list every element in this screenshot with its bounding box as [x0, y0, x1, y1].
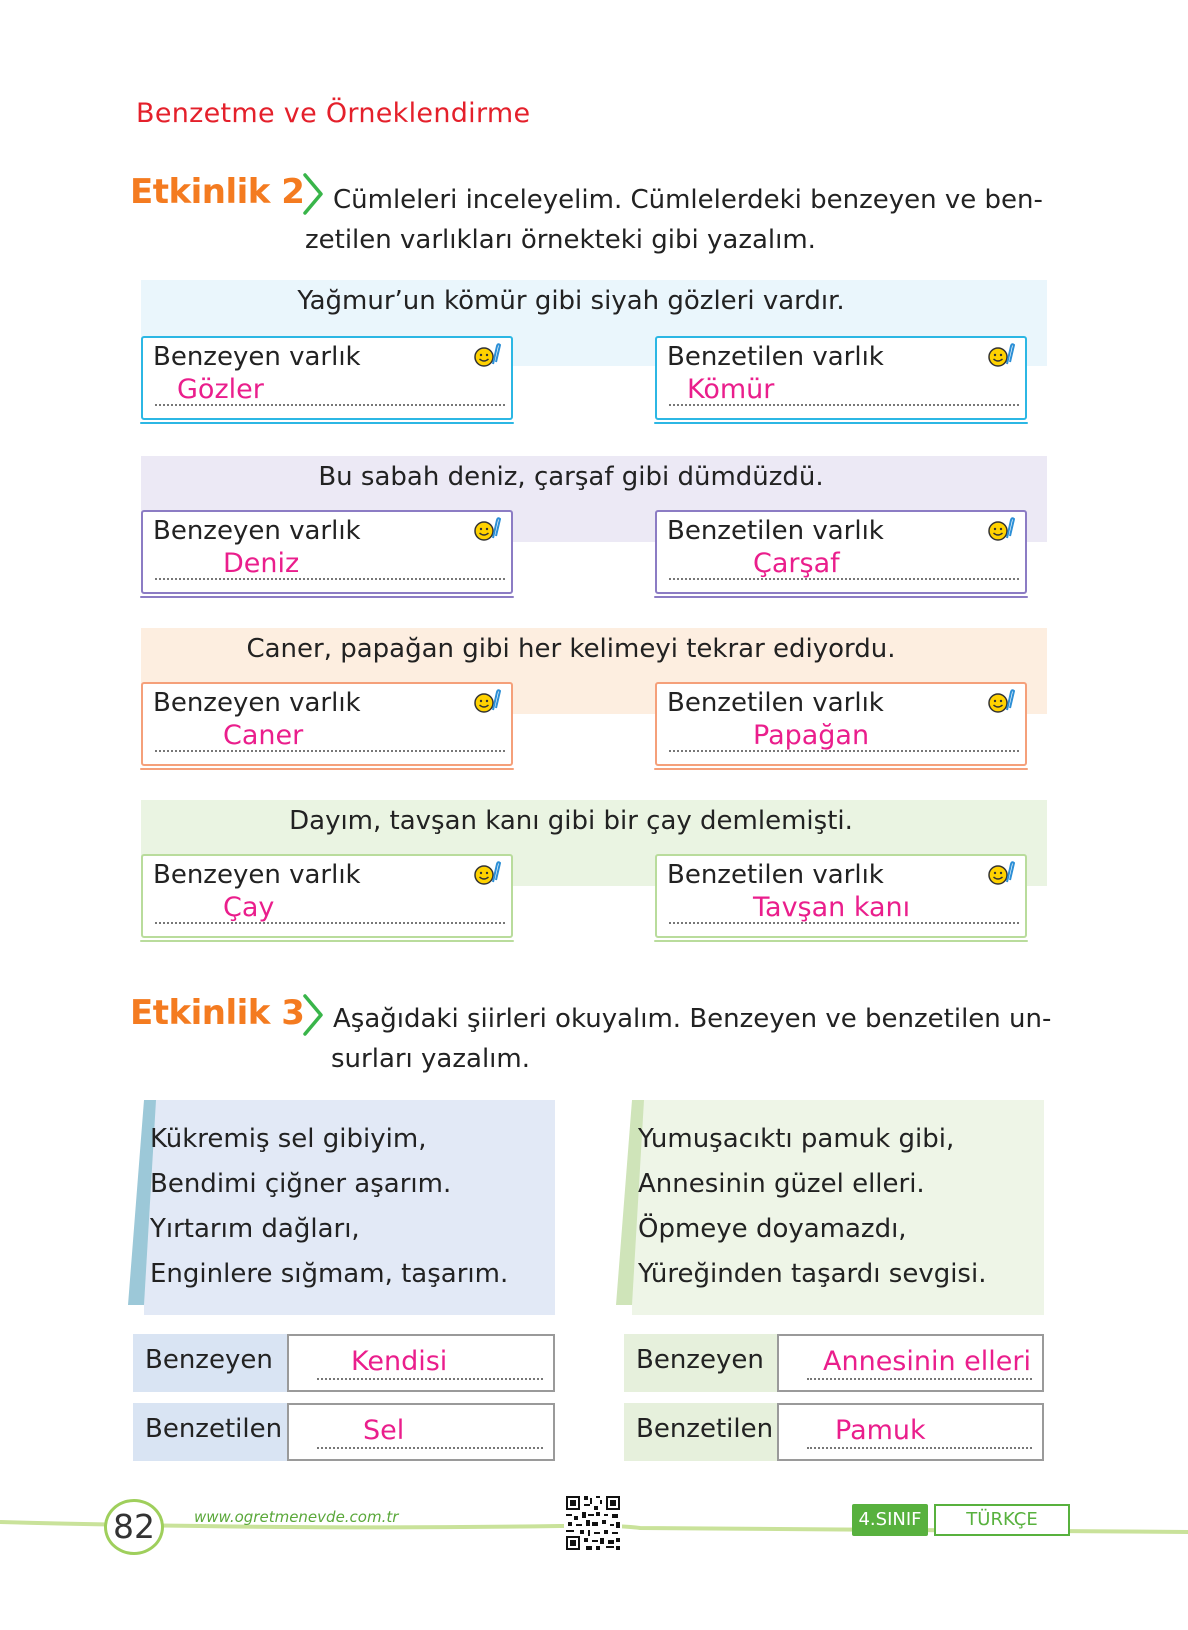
benzeyen-answer-box-2	[777, 1334, 1044, 1392]
poem-line: Enginlere sığmam, taşarım.	[150, 1259, 509, 1289]
benzeyen-card-4	[141, 854, 513, 938]
answer-line	[155, 750, 505, 752]
card-label: Benzetilen varlık	[667, 860, 884, 890]
card-label: Benzeyen varlık	[153, 516, 361, 546]
smiley-paperclip-icon	[987, 688, 1015, 716]
chevron-right-icon	[302, 993, 324, 1037]
card-label: Benzetilen varlık	[667, 516, 884, 546]
smiley-paperclip-icon	[473, 860, 501, 888]
card-label: Benzetilen varlık	[667, 342, 884, 372]
answer-text[interactable]: Pamuk	[835, 1415, 926, 1446]
chevron-right-icon	[302, 172, 324, 216]
poem-line: Yumuşacıktı pamuk gibi,	[638, 1124, 955, 1154]
poem-box-2	[616, 1100, 1044, 1315]
answer-text[interactable]: Kömür	[687, 374, 775, 405]
smiley-paperclip-icon	[987, 342, 1015, 370]
benzetilen-answer-box-1	[287, 1403, 555, 1461]
answer-line	[155, 922, 505, 924]
activity3-instruction-line1: Aşağıdaki şiirleri okuyalım. Benzeyen ve benzetilen un-	[333, 1004, 1052, 1034]
card-label: Benzetilen varlık	[667, 688, 884, 718]
activity2-instruction-line2: zetilen varlıkları örnekteki gibi yazalım.	[305, 225, 816, 255]
answer-text[interactable]: Kendisi	[351, 1346, 448, 1377]
subject-badge: TÜRKÇE	[934, 1504, 1070, 1536]
smiley-paperclip-icon	[987, 516, 1015, 544]
poem-box-1	[128, 1100, 555, 1315]
card-label: Benzeyen varlık	[153, 688, 361, 718]
answer-text[interactable]: Caner	[223, 720, 304, 751]
answer-text[interactable]: Çay	[223, 892, 275, 923]
answer-line	[807, 1447, 1032, 1449]
answer-text[interactable]: Papağan	[753, 720, 870, 751]
exercise-sentence: Caner, papağan gibi her kelimeyi tekrar ediyordu.	[246, 634, 896, 664]
poem-line: Yüreğinden taşardı sevgisi.	[638, 1259, 987, 1289]
benzetilen-label: Benzetilen	[145, 1414, 283, 1444]
answer-line	[155, 578, 505, 580]
exercise-sentence: Dayım, tavşan kanı gibi bir çay demlemişti.	[289, 806, 853, 836]
activity3-label: Etkinlik 3	[130, 993, 305, 1033]
grade-badge: 4.SINIF	[852, 1504, 928, 1536]
page-number: 82	[104, 1499, 164, 1555]
activity3-instruction-line2: surları yazalım.	[331, 1044, 530, 1074]
benzeyen-answer-box-1	[287, 1334, 555, 1392]
benzeyen-card-3	[141, 682, 513, 766]
benzetilen-card-4	[655, 854, 1027, 938]
smiley-paperclip-icon	[987, 860, 1015, 888]
section-title: Benzetme ve Örneklendirme	[136, 98, 531, 129]
card-label: Benzeyen varlık	[153, 860, 361, 890]
benzetilen-card-2	[655, 510, 1027, 594]
benzeyen-label: Benzeyen	[145, 1345, 273, 1375]
poem-line: Öpmeye doyamazdı,	[638, 1214, 907, 1244]
answer-text[interactable]: Gözler	[177, 374, 264, 405]
answer-text[interactable]: Deniz	[223, 548, 300, 579]
benzetilen-label: Benzetilen	[636, 1414, 774, 1444]
benzeyen-card-1	[141, 336, 513, 420]
poem-line: Yırtarım dağları,	[150, 1214, 360, 1244]
answer-text[interactable]: Tavşan kanı	[753, 892, 911, 923]
answer-text[interactable]: Çarşaf	[753, 548, 840, 579]
activity2-instruction-line1: Cümleleri inceleyelim. Cümlelerdeki benzeyen ve ben-	[333, 185, 1043, 215]
answer-line	[807, 1378, 1032, 1380]
website-link[interactable]: www.ogretmenevde.com.tr	[194, 1508, 399, 1526]
benzeyen-card-2	[141, 510, 513, 594]
card-label: Benzeyen varlık	[153, 342, 361, 372]
benzeyen-label: Benzeyen	[636, 1345, 764, 1375]
poem-line: Bendimi çiğner aşarım.	[150, 1169, 452, 1199]
answer-line	[669, 578, 1019, 580]
smiley-paperclip-icon	[473, 688, 501, 716]
exercise-sentence: Bu sabah deniz, çarşaf gibi dümdüzdü.	[318, 462, 824, 492]
benzetilen-card-3	[655, 682, 1027, 766]
smiley-paperclip-icon	[473, 516, 501, 544]
answer-line	[317, 1447, 543, 1449]
poem-line: Kükremiş sel gibiyim,	[150, 1124, 427, 1154]
qr-code-icon	[564, 1494, 622, 1552]
benzetilen-answer-box-2	[777, 1403, 1044, 1461]
activity2-label: Etkinlik 2	[130, 172, 305, 212]
smiley-paperclip-icon	[473, 342, 501, 370]
poem-line: Annesinin güzel elleri.	[638, 1169, 925, 1199]
answer-text[interactable]: Annesinin elleri	[823, 1346, 1032, 1377]
answer-text[interactable]: Sel	[363, 1415, 405, 1446]
answer-line	[317, 1378, 543, 1380]
exercise-sentence: Yağmur’un kömür gibi siyah gözleri vardır.	[297, 286, 845, 316]
benzetilen-card-1	[655, 336, 1027, 420]
